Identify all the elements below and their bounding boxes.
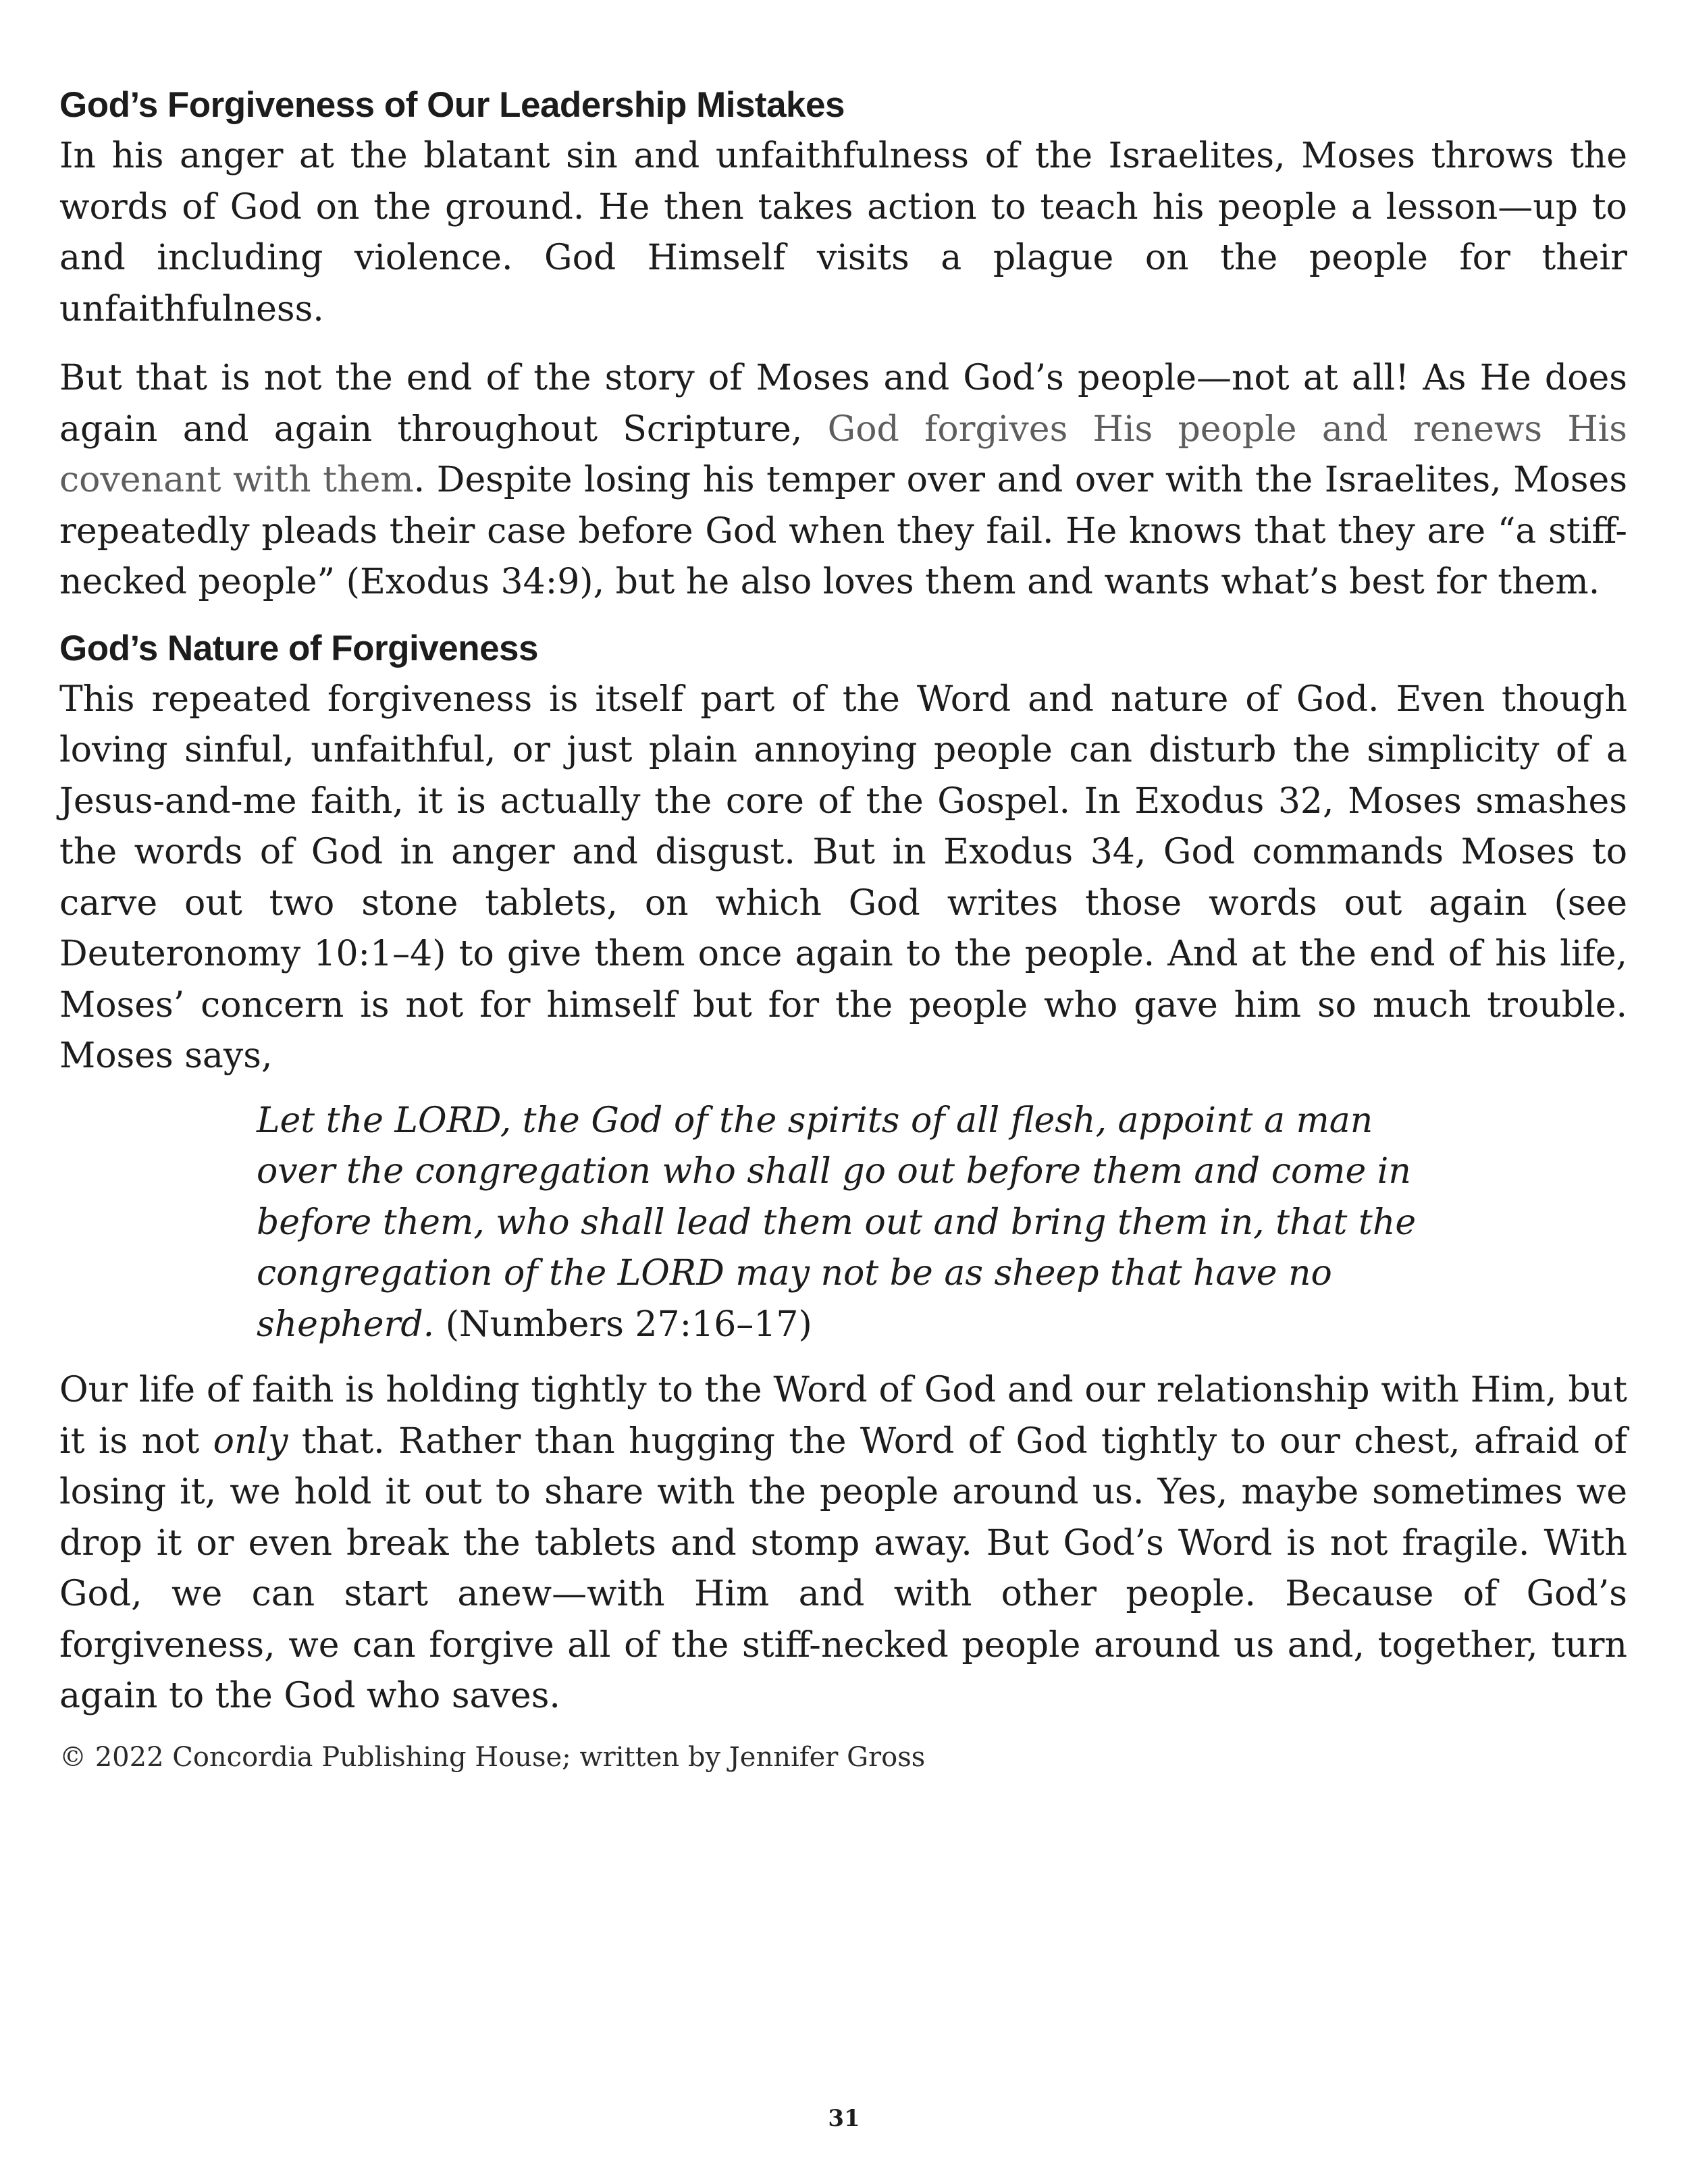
paragraph-text-start: Our life of faith is holding tightly to the Word of God and our relationship with Him, but it is not bbox=[59, 1370, 1627, 1462]
paragraph-repeated-forgiveness bbox=[59, 674, 1627, 1082]
page-content bbox=[59, 80, 1627, 1776]
paragraph-text-end: that. Rather than hugging the Word of God tightly to our chest, afraid of losing it, we hold it out to share with the people around us. Yes, maybe sometimes we drop it or even break the tablets and stomp away. But God’s Word is not fragile. With God, we can start anew—with Him and with other people. Because of God’s forgiveness, we can forgive all of the stiff-necked people around us and, together, turn again to the God who saves. bbox=[59, 1420, 1628, 1716]
quote-text: Let the LORD, the God of the spirits of all flesh, appoint a man over the congregation who shall go out before them and come in before them, who shall lead them out and bring them in, that the congregation of the LORD may not be as sheep that have no shepherd. bbox=[257, 1100, 1417, 1345]
copyright-notice: © 2022 Concordia Publishing House; written by Jennifer Gross bbox=[59, 1741, 926, 1773]
section-heading-nature-of-forgiveness: God’s Nature of Forgiveness bbox=[59, 628, 539, 668]
paragraph-text-start: But that is not the end of the story of Moses and God’s people—not at all! As He does again and again throughout Scripture, bbox=[59, 358, 1627, 450]
page-number: 31 bbox=[828, 2105, 860, 2132]
emphasis-text: only bbox=[213, 1420, 288, 1462]
highlighted-text: God forgives His people and renews His covenant with them bbox=[59, 408, 1627, 500]
scripture-quote bbox=[59, 1096, 1438, 1351]
section-heading-leadership-mistakes: God’s Forgiveness of Our Leadership Mistakes bbox=[59, 85, 845, 125]
paragraph-text: In his anger at the blatant sin and unfaithfulness of the Israelites, Moses throws the words of God on the ground. He then takes action to teach his people a lesson—up to and including violence. God Himself visits a plague on the people for their unfaithfulness. bbox=[59, 136, 1627, 329]
quote-reference: (Numbers 27:16–17) bbox=[434, 1304, 812, 1345]
paragraph-text-end: . Despite losing his temper over and over with the Israelites, Moses repeatedly pleads their case before God when they fail. He knows that they are “a stiff-necked people” (Exodus 34:9), but he also loves them and wants what’s best for them. bbox=[59, 460, 1628, 602]
paragraph-moses-anger bbox=[59, 131, 1627, 335]
paragraph-not-the-end bbox=[59, 353, 1627, 608]
paragraph-life-of-faith bbox=[59, 1365, 1627, 1722]
paragraph-text: This repeated forgiveness is itself part of the Word and nature of God. Even though loving sinful, unfaithful, or just plain annoying people can disturb the simplicity of a Jesus-and-me faith, it is actually the core of the Gospel. In Exodus 32, Moses smashes the words of God in anger and disgust. But in Exodus 34, God commands Moses to carve out two stone tablets, on which God writes those words out again (see Deuteronomy 10:1–4) to give them once again to the people. And at the end of his life, Moses’ concern is not for himself but for the people who gave him so much trouble. Moses says, bbox=[59, 678, 1627, 1076]
